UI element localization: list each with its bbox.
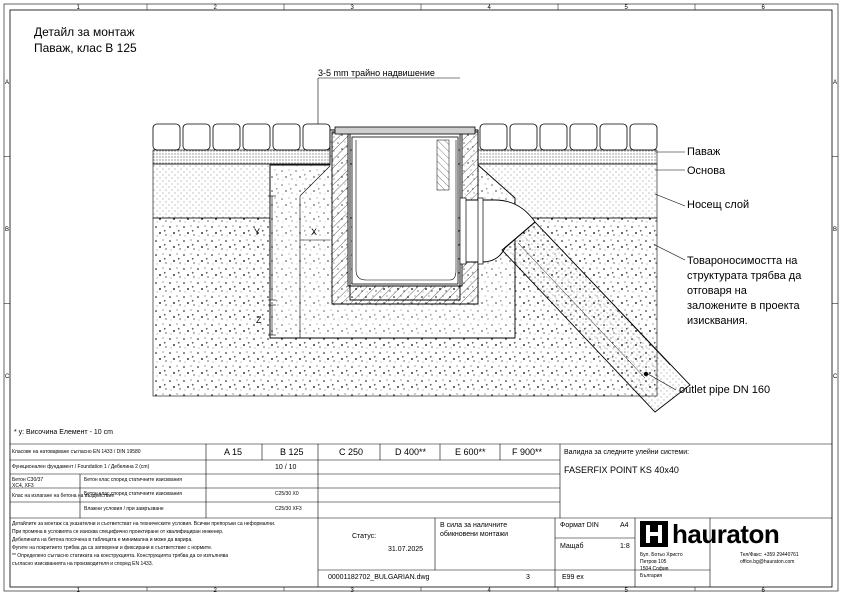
- foundation-row-label: Функционален фундамент / Foundation 1 / Дебелина 2 (cm): [12, 464, 150, 470]
- dim-y-label: Y: [254, 227, 261, 237]
- column-label: 2: [213, 5, 217, 11]
- paver-stone: [570, 124, 597, 150]
- row-label: B: [833, 227, 838, 233]
- load-line: структурата трябва да: [687, 270, 802, 282]
- footnote: * у: Височина Елемент - 10 cm: [14, 429, 113, 436]
- column-label: 6: [761, 5, 765, 11]
- column-label: 4: [487, 588, 491, 594]
- row-label-a2: XC4, XF3: [12, 483, 34, 489]
- load-line: заложените в проекта: [687, 300, 800, 312]
- hauraton-logo: [640, 521, 830, 549]
- scale-value: 1:8: [620, 543, 630, 550]
- note-line: При промяна в условията се изисква специфично проектиране от квалифициран инженер.: [12, 529, 224, 535]
- paver-stone: [183, 124, 210, 150]
- class-d400: D 400**: [395, 447, 427, 457]
- logo-mark-icon: [640, 521, 668, 547]
- in-accordance-2: обикновени монтажи: [440, 531, 509, 538]
- row-label: A: [5, 80, 10, 87]
- class-f900: F 900**: [512, 447, 543, 457]
- status-label: Статус:: [352, 533, 377, 540]
- column-label: 1: [76, 588, 80, 594]
- contact-line: Тел/Факс: +359 29440761: [740, 552, 799, 558]
- in-accordance-1: В сила за наличните: [440, 522, 508, 529]
- paver-stone: [153, 124, 180, 150]
- row-label: C: [833, 373, 838, 380]
- row-c-note: Влажни условия / при замръзване: [84, 506, 164, 512]
- label-pavement: Паваж: [687, 146, 721, 158]
- label-outlet-pipe: outlet pipe DN 160: [679, 384, 771, 396]
- status-date: 31.07.2025: [388, 546, 424, 553]
- contact-line: office.bg@hauraton.com: [740, 559, 795, 565]
- load-line: Товароносимостта на: [687, 255, 798, 267]
- grate: [335, 127, 475, 134]
- row-b-note: Бетон клас според статичните изисквания: [84, 491, 182, 497]
- paver-stone: [213, 124, 240, 150]
- paver-stone: [243, 124, 270, 150]
- address-line: Петров 105: [640, 559, 667, 565]
- revision: E99 ex: [562, 574, 584, 581]
- paver-stone: [273, 124, 300, 150]
- label-load-capacity: [687, 254, 801, 329]
- note-line: Детайлите за монтаж са указателни и съответстват на техническите условия. Всички препоръки са неформални.: [12, 521, 276, 527]
- row-label: B: [5, 227, 10, 233]
- label-base: Основа: [687, 165, 726, 177]
- column-label: 4: [487, 5, 491, 11]
- column-label: 3: [350, 5, 354, 11]
- concrete-2: C25/30 XF3: [275, 506, 302, 512]
- system-name: FASERFIX POINT KS 40x40: [564, 465, 679, 475]
- paver-stone: [303, 124, 330, 150]
- company-contact: [740, 552, 799, 566]
- detail-title: Детайл за монтаж: [34, 25, 135, 39]
- paver-stone: [630, 124, 657, 150]
- row-label: C: [5, 373, 10, 380]
- class-a15: A 15: [224, 447, 243, 457]
- column-label: 5: [624, 588, 628, 594]
- format-value: A4: [620, 522, 629, 529]
- column-label: 1: [76, 5, 80, 11]
- dim-x-label: X: [311, 227, 318, 237]
- label-bearing: Носещ слой: [687, 199, 750, 211]
- valid-for-header: Валидна за следните улейни системи:: [564, 449, 690, 456]
- class-c250: C 250: [339, 447, 364, 457]
- paver-stone: [480, 124, 507, 150]
- dim-z-label: Z: [256, 315, 262, 325]
- note-line: Фугите на покритието трябва да са затворени и фиксирани в съответствие с нормите.: [12, 545, 213, 551]
- concrete-1: C25/30 X0: [275, 491, 299, 497]
- logo-text: hauraton: [672, 519, 780, 549]
- row-label-a: Бетон C30/37: [12, 477, 44, 483]
- detail-subtitle: Паваж, клас B 125: [34, 41, 137, 55]
- load-line: отговаря на: [687, 285, 747, 297]
- scale-label: Мащаб: [560, 543, 584, 550]
- paver-stone: [510, 124, 537, 150]
- sheet-number: 3: [526, 574, 530, 581]
- drawing-number: 00001182702_BULGARIAN.dwg: [328, 574, 430, 581]
- column-label: 2: [213, 588, 217, 594]
- offset-note: 3-5 mm трайно надвишение: [318, 68, 435, 78]
- load-line: изисквания.: [687, 315, 748, 327]
- format-label: Формат DIN: [560, 522, 599, 529]
- class-b125: B 125: [280, 447, 304, 457]
- address-line: България: [640, 573, 663, 579]
- column-label: 3: [350, 588, 354, 594]
- column-label: 6: [761, 588, 765, 594]
- drain-channel: [332, 127, 478, 304]
- row-a-note: Бетон клас според статичните изисквания: [84, 477, 182, 483]
- notes-block: [12, 520, 314, 568]
- paver-stone: [600, 124, 627, 150]
- class-e600: E 600**: [455, 447, 486, 457]
- note-line: съгласно изискванията на производителя и според EN 1433.: [12, 561, 153, 567]
- note-line: Дебелината на бетона посочена в таблицата е минимална и може да варира.: [12, 537, 193, 543]
- note-line: ** Определено съгласно статиката на конструкцията. Конструкцията трябва да се изпълнява: [12, 553, 229, 559]
- company-address: [640, 552, 683, 580]
- paver-stone: [540, 124, 567, 150]
- row-label-b: Клас на излагане на бетона на въздействие: [12, 493, 115, 499]
- column-label: 5: [624, 5, 628, 11]
- foundation-value: 10 / 10: [275, 464, 297, 471]
- row-label: A: [833, 80, 838, 87]
- address-line: Бул. Ботьо Христо: [640, 552, 683, 558]
- address-line: 1504 София: [640, 566, 669, 572]
- load-class-header: Класове на натоварване съгласно EN 1433 / DIN 19580: [12, 449, 141, 455]
